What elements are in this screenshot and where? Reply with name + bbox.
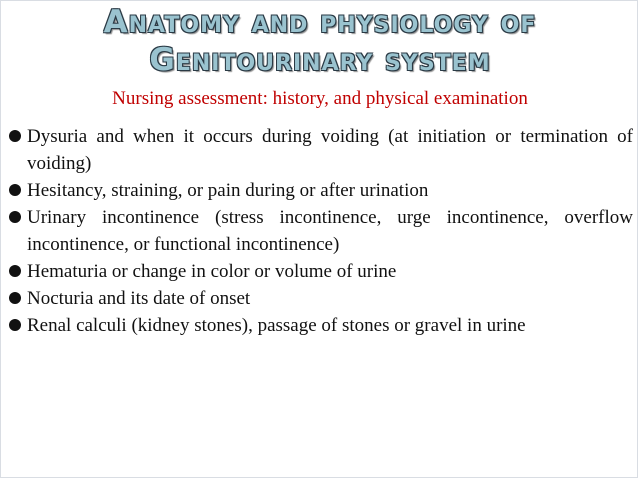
bullet-item-dysuria bbox=[9, 123, 633, 177]
slide-title-line-1: Anatomy and physiology of bbox=[103, 4, 537, 40]
bullet-list bbox=[9, 123, 633, 339]
bullet-item-hematuria bbox=[9, 258, 633, 285]
bullet-text: Renal calculi (kidney stones), passage of stones or gravel in urine bbox=[27, 315, 526, 336]
bullet-item-renal-calculi bbox=[9, 312, 633, 339]
bullet-item-nocturia bbox=[9, 285, 633, 312]
bullet-text: Hesitancy, straining, or pain during or after urination bbox=[27, 180, 429, 201]
bullet-icon bbox=[9, 265, 21, 277]
bullet-text: Hematuria or change in color or volume of urine bbox=[27, 261, 397, 282]
bullet-icon bbox=[9, 130, 21, 142]
bullet-icon bbox=[9, 184, 21, 196]
bullet-icon bbox=[9, 211, 21, 223]
slide-title-line-2: Genitourinary system bbox=[149, 42, 491, 78]
slide-title bbox=[1, 3, 638, 79]
bullet-icon bbox=[9, 319, 21, 331]
bullet-icon bbox=[9, 292, 21, 304]
bullet-item-incontinence bbox=[9, 204, 633, 258]
slide-subtitle: Nursing assessment: history, and physical examination bbox=[112, 88, 528, 109]
bullet-text: Nocturia and its date of onset bbox=[27, 288, 251, 309]
bullet-text: Urinary incontinence (stress incontinence, urge incontinence, overflow incontinence, or functional incontinence) bbox=[27, 207, 633, 255]
bullet-item-hesitancy bbox=[9, 177, 633, 204]
bullet-text: Dysuria and when it occurs during voiding (at initiation or termination of voiding) bbox=[27, 126, 633, 174]
